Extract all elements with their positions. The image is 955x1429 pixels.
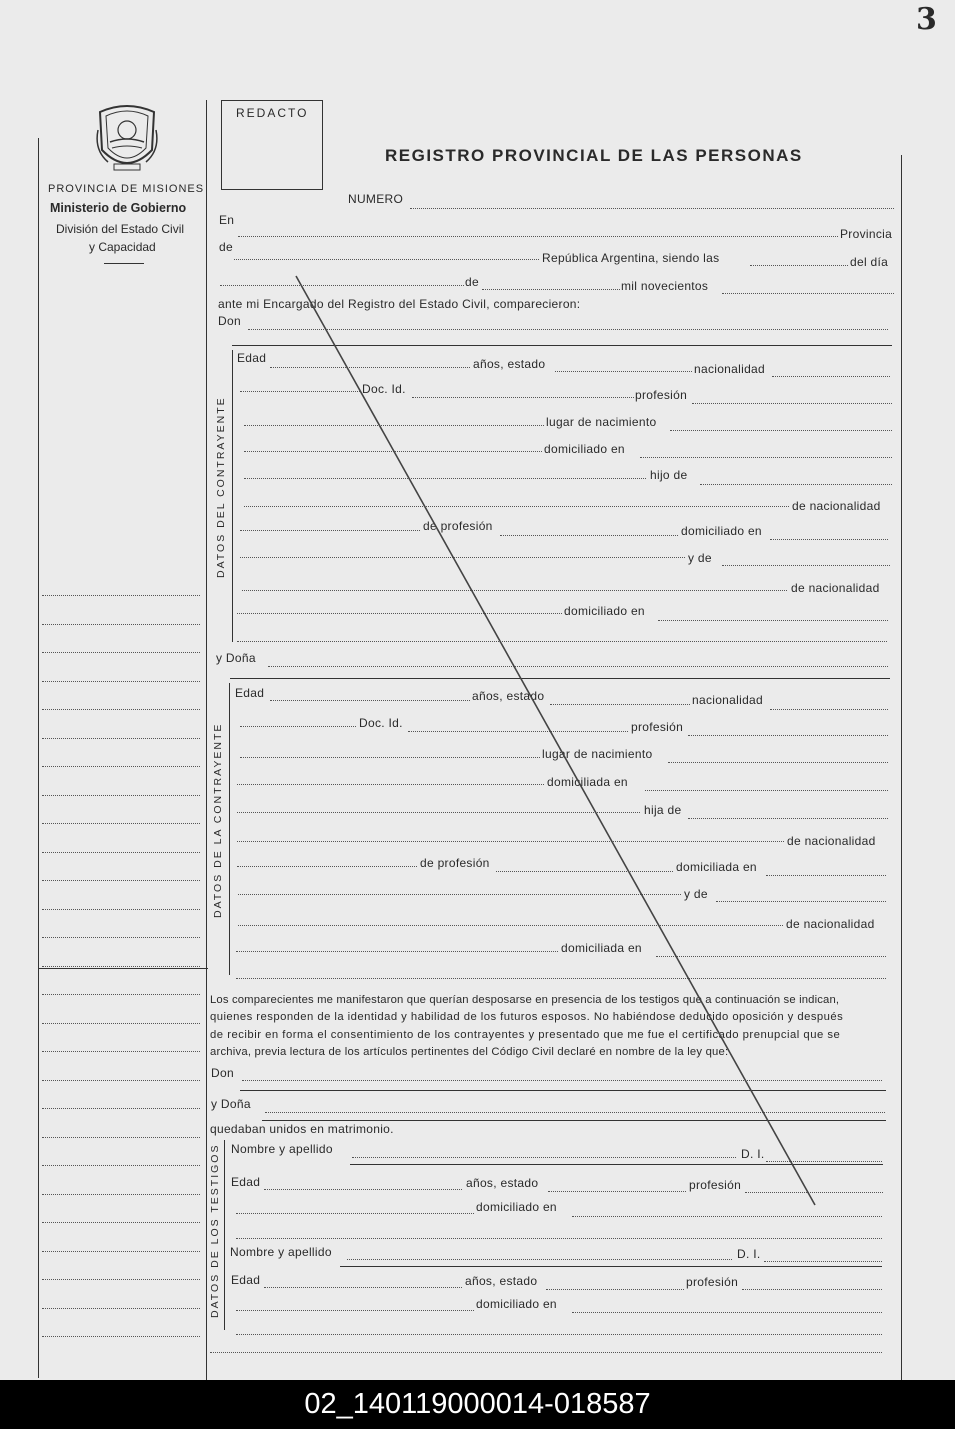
f-hija-de-label: hija de xyxy=(644,803,682,817)
t-domiciliado-label: domiciliado en xyxy=(476,1200,557,1214)
redacto-label: REDACTO xyxy=(236,106,309,120)
t2-edad-label: Edad xyxy=(231,1273,261,1287)
de-profesion-label: de profesión xyxy=(423,519,493,533)
doc-label: Doc. Id. xyxy=(362,382,406,396)
edad-label: Edad xyxy=(237,351,267,365)
f-de-profesion-label: de profesión xyxy=(420,856,490,870)
contrayente-f-side-label: DATOS DE LA CONTRAYENTE xyxy=(212,722,224,918)
f-domiciliada2-label: domiciliada en xyxy=(676,860,757,874)
t-profesion-label: profesión xyxy=(689,1178,742,1192)
domiciliado-label: domiciliado en xyxy=(544,442,625,456)
nacionalidad-label: nacionalidad xyxy=(694,362,765,376)
f-anos-estado-label: años, estado xyxy=(472,689,545,703)
domiciliado2-label: domiciliado en xyxy=(681,524,762,538)
numero-label: NUMERO xyxy=(348,192,404,206)
profesion-label: profesión xyxy=(635,388,688,402)
page-title: REGISTRO PROVINCIAL DE LAS PERSONAS xyxy=(385,146,803,165)
t-anos-estado-label: años, estado xyxy=(466,1176,539,1190)
division-label-1: División del Estado Civil xyxy=(56,222,185,236)
paragraph-line-3: de recibir en forma el consentimiento de los contrayentes y presentado que me fue el certificado prenupcial que se xyxy=(210,1029,841,1041)
t2-nombre-label: Nombre y apellido xyxy=(230,1245,332,1259)
division-label-2: y Capacidad xyxy=(89,240,156,254)
y-de-label: y de xyxy=(688,551,712,565)
paragraph-line-4: archiva, previa lectura de los artículos pertinentes del Código Civil declaré en nombre de la ley que: xyxy=(210,1046,729,1058)
p-y-dona-label: y Doña xyxy=(211,1097,251,1111)
testigos-side-label: DATOS DE LOS TESTIGOS xyxy=(209,1143,221,1318)
p-don-label: Don xyxy=(211,1066,234,1080)
t2-domiciliado-label: domiciliado en xyxy=(476,1297,557,1311)
page-number: 3 xyxy=(916,2,937,37)
anos-estado-label: años, estado xyxy=(473,357,546,371)
hijo-de-label: hijo de xyxy=(650,468,688,482)
f-lugar-label: lugar de nacimiento xyxy=(542,747,653,761)
f-y-de-label: y de xyxy=(684,887,708,901)
footer-id: 02_140119000014-018587 xyxy=(0,1380,955,1429)
quedaban-text: quedaban unidos en matrimonio. xyxy=(210,1122,394,1136)
f-de-nacionalidad-label: de nacionalidad xyxy=(787,834,876,848)
en-label: En xyxy=(219,213,235,227)
de-label: de xyxy=(219,240,233,254)
t2-profesion-label: profesión xyxy=(686,1275,739,1289)
de-nacionalidad2-label: de nacionalidad xyxy=(791,581,880,595)
t-di-label: D. I. xyxy=(741,1147,765,1161)
provincia-label: Provincia xyxy=(840,227,893,241)
t-edad-label: Edad xyxy=(231,1175,261,1189)
ministry-label: Ministerio de Gobierno xyxy=(50,201,187,215)
f-de-nacionalidad2-label: de nacionalidad xyxy=(786,917,875,931)
f-domiciliada3-label: domiciliada en xyxy=(561,941,642,955)
lugar-label: lugar de nacimiento xyxy=(546,415,657,429)
contrayente-side-label: DATOS DEL CONTRAYENTE xyxy=(215,396,227,578)
de-nacionalidad-label: de nacionalidad xyxy=(792,499,881,513)
domiciliado3-label: domiciliado en xyxy=(564,604,645,618)
de2-label: de xyxy=(465,275,479,289)
f-profesion-label: profesión xyxy=(631,720,684,734)
f-edad-label: Edad xyxy=(235,686,265,700)
f-domiciliada-label: domiciliada en xyxy=(547,775,628,789)
don-label: Don xyxy=(218,314,241,328)
ante-text: ante mi Encargado del Registro del Estado Civil, comparecieron: xyxy=(218,297,581,311)
f-nacionalidad-label: nacionalidad xyxy=(692,693,763,707)
paragraph-line-1: Los comparecientes me manifestaron que querían desposarse en presencia de los testigos que a continuación se indican, xyxy=(210,994,840,1006)
republica-label: República Argentina, siendo las xyxy=(542,251,720,265)
province-label: PROVINCIA DE MISIONES xyxy=(48,183,205,195)
del-dia-label: del día xyxy=(850,255,889,269)
f-doc-label: Doc. Id. xyxy=(359,716,403,730)
t-nombre-label: Nombre y apellido xyxy=(231,1142,333,1156)
y-dona-label: y Doña xyxy=(216,651,256,665)
t2-anos-estado-label: años, estado xyxy=(465,1274,538,1288)
t2-di-label: D. I. xyxy=(737,1247,761,1261)
mil-label: mil novecientos xyxy=(621,279,709,293)
paragraph-line-2: quienes responden de la identidad y habilidad de los futuros esposos. No habiéndose deducido oposición y después xyxy=(210,1011,844,1023)
